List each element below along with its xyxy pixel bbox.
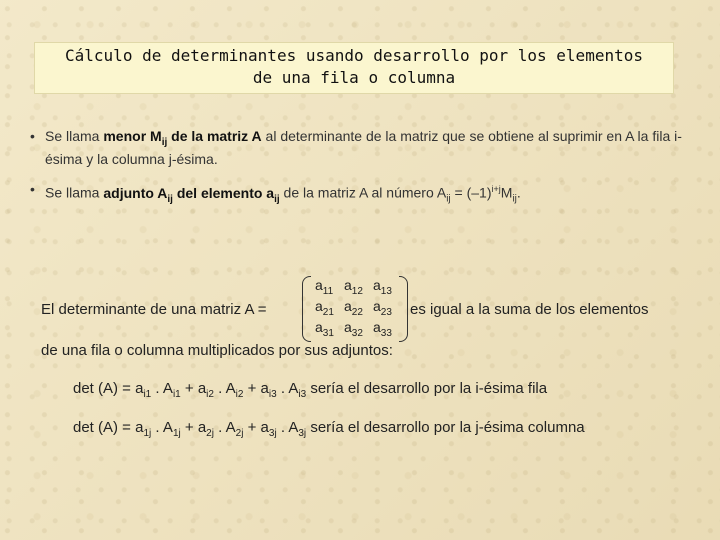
subscript: 2j — [235, 428, 244, 439]
text-run: det (A) = a — [73, 380, 144, 397]
subscript: 12 — [351, 285, 363, 297]
text-run: + a — [180, 380, 207, 397]
matrix-cell — [373, 319, 392, 339]
text-run: adjunto A — [103, 184, 168, 201]
text-run: menor M — [103, 128, 162, 144]
matrix-cell — [344, 277, 363, 297]
bullet-marker: • — [30, 128, 35, 144]
subscript: 3j — [268, 428, 277, 439]
subscript: 22 — [351, 306, 363, 318]
text-run: del elemento a — [172, 184, 275, 201]
text-run: de la matriz A al número A — [279, 184, 447, 201]
matrix-cell — [373, 277, 392, 297]
matrix-cell — [315, 277, 333, 297]
text-run: = (–1) — [450, 184, 492, 201]
right-bracket — [399, 276, 408, 342]
matrix-cell — [315, 319, 334, 339]
title-line-1: Cálculo de determinantes usando desarrollo por los elementos — [65, 46, 643, 65]
subscript: 21 — [322, 306, 334, 318]
subscript: 23 — [380, 306, 392, 318]
cell-base: a — [315, 319, 323, 335]
text-run: + a — [243, 380, 269, 397]
superscript: i+j — [491, 184, 501, 194]
cell-base: a — [373, 277, 381, 293]
text-run: + a — [243, 419, 269, 436]
cell-base: a — [344, 277, 352, 293]
cell-base: a — [344, 319, 352, 335]
subscript: 32 — [351, 327, 363, 339]
minor-term — [103, 128, 262, 148]
matrix-cell — [344, 298, 363, 318]
subscript: i2 — [206, 389, 214, 400]
text-run: M — [500, 184, 513, 201]
statement-line-2: de una fila o columna multiplicados por sus adjuntos: — [41, 342, 393, 359]
text-run: . A — [213, 380, 236, 397]
text-run: de la matriz A — [167, 128, 262, 144]
matrix-cell — [344, 319, 363, 339]
cell-base: a — [315, 298, 323, 314]
matrix-a — [302, 276, 408, 340]
cell-base: a — [373, 319, 381, 335]
text-run: . A — [276, 380, 299, 397]
subscript: i1 — [143, 389, 152, 400]
subscript: ij — [512, 193, 517, 205]
text-run: sería el desarrollo por la i-ésima fila — [306, 380, 548, 397]
matrix-cell — [315, 298, 334, 318]
bullet-marker: • — [30, 181, 35, 197]
text-run: . — [516, 184, 521, 201]
subscript: i1 — [172, 389, 181, 400]
subscript: ij — [446, 193, 451, 205]
text-run: . A — [276, 419, 299, 436]
bullet-minor-text — [45, 128, 690, 168]
text-run: det (A) = a — [73, 419, 144, 436]
text-run: al determinante de la matriz que se obtiene al suprimir en A la fila i-ésima y la columna j-ésima. — [45, 128, 682, 167]
subscript: ij — [274, 193, 280, 205]
subscript: 1j — [172, 428, 181, 439]
subscript: 31 — [322, 327, 334, 339]
subscript: 2j — [206, 428, 214, 439]
subscript: 33 — [380, 327, 392, 339]
subscript: ij — [161, 136, 168, 148]
cell-base: a — [315, 277, 323, 293]
subscript: 1j — [143, 428, 152, 439]
statement-right: es igual a la suma de los elementos — [410, 301, 649, 318]
bullet-minor — [30, 128, 690, 168]
subscript: i2 — [235, 389, 244, 400]
matrix-cell — [373, 298, 392, 318]
subscript: 13 — [380, 285, 392, 297]
formula-row-expansion — [73, 380, 547, 400]
text-run: Se llama — [45, 184, 104, 201]
bullet-adjunto-text — [45, 181, 690, 207]
formula-column-expansion — [73, 419, 585, 439]
left-bracket — [302, 276, 311, 342]
cell-base: a — [373, 298, 381, 314]
subscript: 11 — [322, 285, 334, 297]
subscript: ij — [167, 193, 173, 205]
text-run: . A — [151, 419, 173, 436]
subscript: 3j — [298, 428, 307, 439]
text-run: sería el desarrollo por la j-ésima columna — [306, 419, 585, 436]
bullet-adjunto — [30, 181, 690, 207]
text-run: Se llama — [45, 128, 104, 144]
adjunto-term — [103, 184, 280, 205]
text-run: . A — [213, 419, 236, 436]
cell-base: a — [344, 298, 352, 314]
title-line-2: de una fila o columna — [252, 68, 456, 87]
subscript: i3 — [298, 389, 307, 400]
text-run: + a — [180, 419, 207, 436]
subscript: i3 — [268, 389, 277, 400]
text-run: . A — [151, 380, 173, 397]
statement-left: El determinante de una matriz A = — [41, 301, 267, 318]
slide-title — [34, 42, 674, 94]
